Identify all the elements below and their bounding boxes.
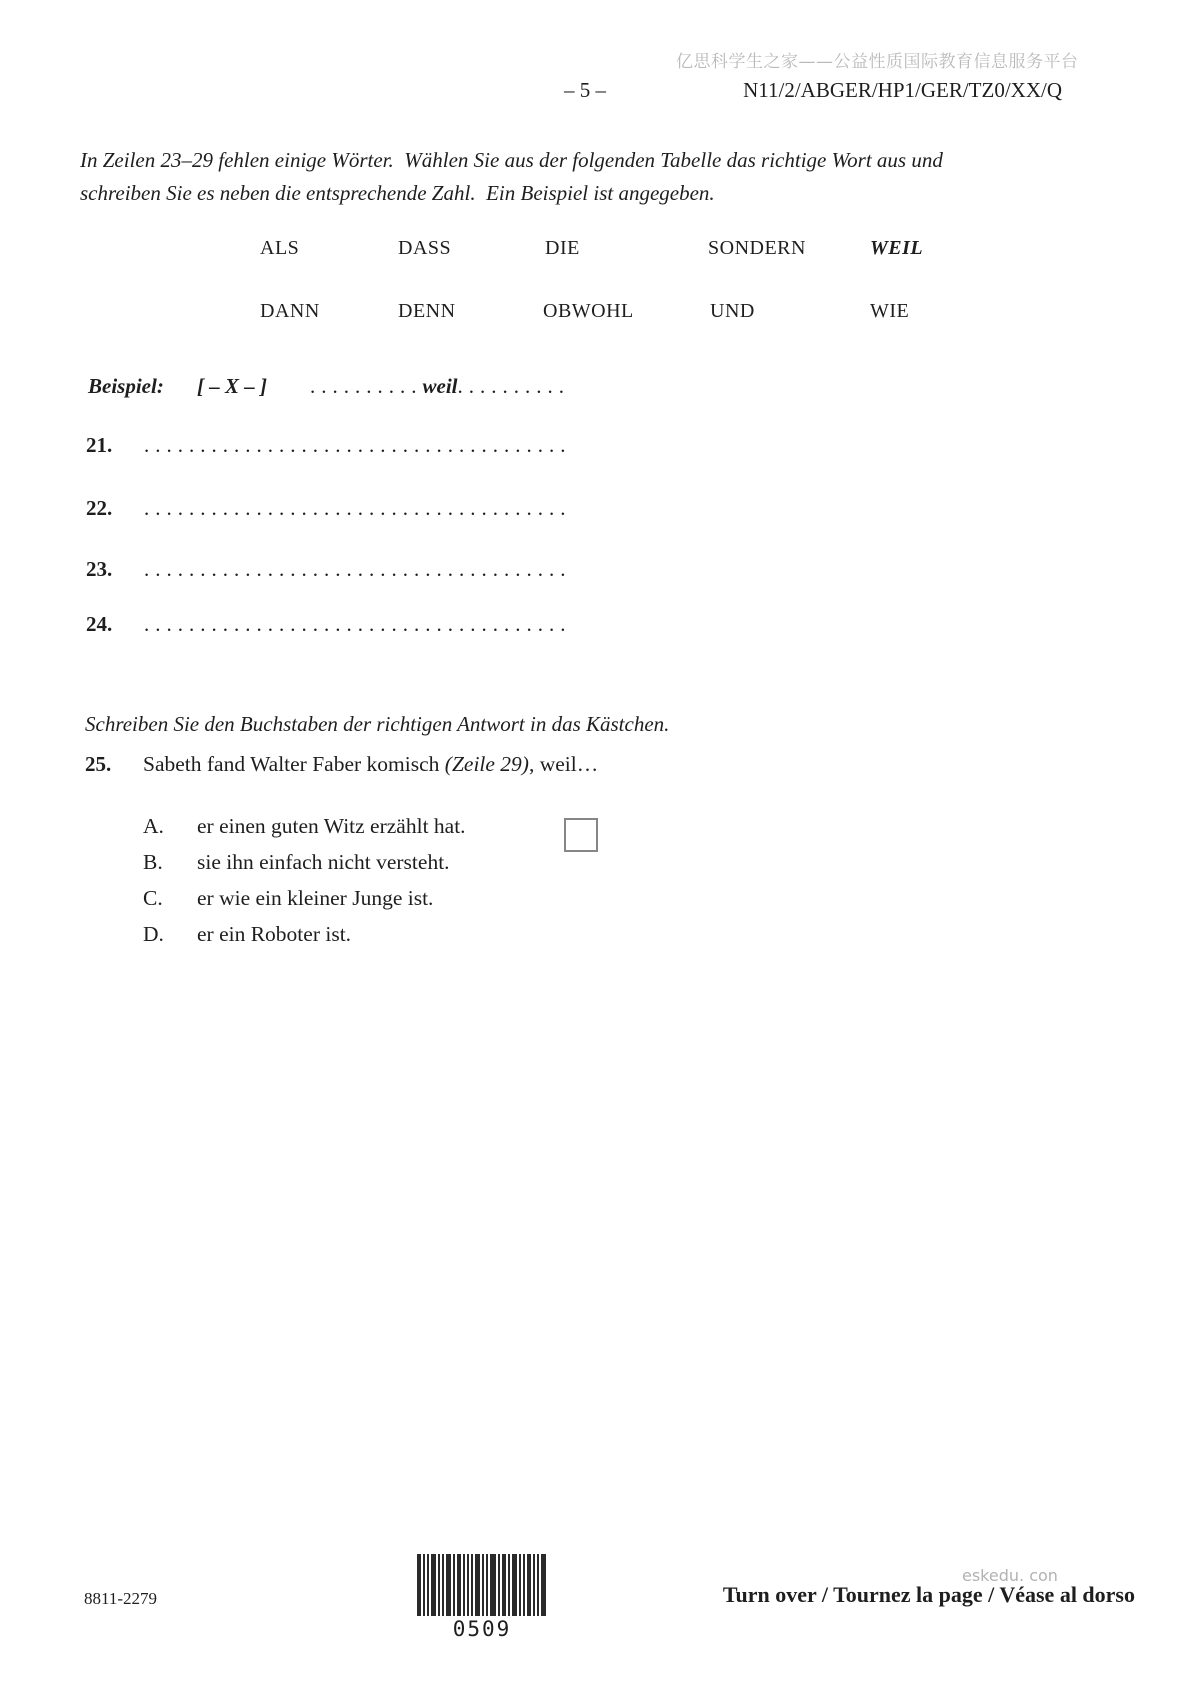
example-answer: weil bbox=[422, 374, 458, 398]
option-letter: C. bbox=[143, 886, 163, 910]
instruction-line: In Zeilen 23–29 fehlen einige Wörter. Wählen Sie aus der folgenden Tabelle das richtige Wort aus und bbox=[80, 148, 943, 172]
question-number: 24. bbox=[86, 612, 113, 636]
question-text-part: Sabeth fand Walter Faber komisch bbox=[143, 752, 445, 776]
question-line-reference: (Zeile 29) bbox=[444, 752, 529, 776]
site-watermark-top: 亿思科学生之家——公益性质国际教育信息服务平台 bbox=[676, 52, 1079, 72]
word-option: SONDERN bbox=[708, 237, 806, 259]
word-option: ALS bbox=[260, 237, 300, 259]
answer-dotted-line: ...................................... bbox=[144, 612, 572, 636]
option-letter: B. bbox=[143, 850, 163, 874]
answer-box bbox=[564, 818, 598, 852]
option-text: er wie ein kleiner Junge ist. bbox=[197, 886, 434, 910]
barcode bbox=[417, 1554, 547, 1616]
answer-dotted-line: ...................................... bbox=[144, 433, 572, 457]
answer-dotted-line: ...................................... bbox=[144, 557, 572, 581]
question-text bbox=[143, 752, 598, 777]
word-option: UND bbox=[710, 300, 755, 322]
answer-dotted-line: ...................................... bbox=[144, 496, 572, 520]
site-watermark-bottom: eskedu. con bbox=[962, 1566, 1058, 1585]
option-text: er ein Roboter ist. bbox=[197, 922, 352, 946]
question-number: 21. bbox=[86, 433, 113, 457]
example-label: Beispiel: bbox=[88, 374, 164, 398]
word-option: OBWOHL bbox=[543, 300, 634, 322]
word-option: DASS bbox=[398, 237, 452, 259]
option-letter: A. bbox=[143, 814, 164, 838]
document-code: 8811-2279 bbox=[84, 1589, 158, 1608]
word-option: DIE bbox=[545, 237, 580, 259]
word-option: DENN bbox=[398, 300, 456, 322]
question-number: 23. bbox=[86, 557, 113, 581]
word-option-example: WEIL bbox=[870, 237, 924, 259]
page-number: – 5 – bbox=[564, 78, 606, 102]
barcode-number: 0509 bbox=[452, 1617, 512, 1641]
option-text: er einen guten Witz erzählt hat. bbox=[197, 814, 466, 838]
dotted-line: .......... bbox=[457, 374, 570, 398]
example-answer-line bbox=[310, 374, 570, 399]
example-bracket: [ – X – ] bbox=[197, 374, 267, 398]
word-option: WIE bbox=[870, 300, 910, 322]
word-option: DANN bbox=[260, 300, 320, 322]
question-number: 22. bbox=[86, 496, 113, 520]
question-text-part: , weil… bbox=[528, 752, 599, 776]
question-number: 25. bbox=[85, 752, 112, 776]
dotted-line: .......... bbox=[310, 374, 423, 398]
instruction-line: schreiben Sie es neben die entsprechende Zahl. Ein Beispiel ist angegeben. bbox=[80, 181, 715, 205]
option-letter: D. bbox=[143, 922, 164, 946]
paper-code: N11/2/ABGER/HP1/GER/TZ0/XX/Q bbox=[743, 78, 1062, 102]
turn-over-notice: Turn over / Tournez la page / Véase al dorso bbox=[722, 1582, 1135, 1607]
option-text: sie ihn einfach nicht versteht. bbox=[197, 850, 450, 874]
section-instruction: Schreiben Sie den Buchstaben der richtigen Antwort in das Kästchen. bbox=[85, 712, 670, 736]
